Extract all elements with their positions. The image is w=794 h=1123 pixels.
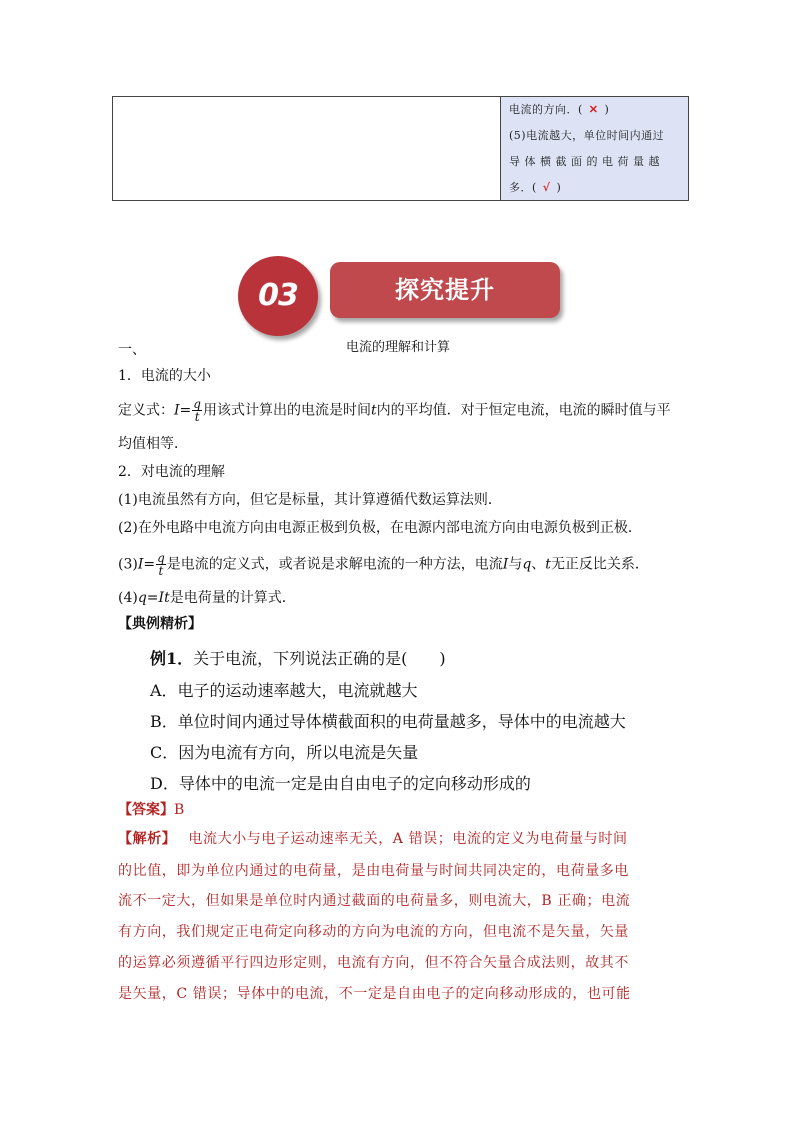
analysis-line-2: 的比值，即为单位内通过的电荷量，是由电荷量与时间共同决定的，电荷量多电 [118, 863, 629, 879]
section-heading-num: 一、 [118, 342, 146, 358]
table-line-1: 电流的方向．( ✕ ) [509, 103, 610, 116]
item-2-heading: 2．对电流的理解 [118, 464, 225, 480]
option-c: C．因为电流有方向，所以电流是矢量 [150, 743, 419, 762]
point-1: (1)电流虽然有方向，但它是标量，其计算遵循代数运算法则． [118, 492, 502, 508]
section-title: 探究提升 [395, 276, 495, 304]
point-2: (2)在外电路中电流方向由电源正极到负极，在电源内部电流方向由电源负极到正极． [118, 520, 642, 536]
section-number: 03 [258, 278, 298, 313]
analysis-line-3: 流不一定大，但如果是单位时内通过截面的电荷量多，则电流大，B 正确；电流 [118, 893, 631, 909]
section-heading-title: 电流的理解和计算 [346, 340, 451, 355]
table-line-4: 多．( √ ) [509, 181, 562, 194]
item-1-heading: 1．电流的大小 [118, 368, 211, 384]
definition-line-2: 均值相等． [118, 436, 188, 452]
analysis-line-5: 的运算必须遵循平行四边形定则，电流有方向，但不符合矢量合成法则，故其不 [118, 955, 629, 971]
fraction-q-over-t: $\frac{q}{t}$ [193, 397, 201, 424]
answer-table [112, 96, 689, 201]
point-3: (3)I= $\frac{q}{t}$ 是电流的定义式，或者说是求解电流的一种方法，电流I与q、t无正反比关系． [118, 551, 649, 578]
analysis-line-6: 是矢量，C 错误；导体中的电流，不一定是自由电子的定向移动形成的，也可能 [118, 986, 631, 1002]
example-heading: 【典例精析】 [118, 616, 202, 632]
fraction-q-over-t-2: $\frac{q}{t}$ [157, 551, 165, 578]
table-line-2: (5)电流越大，单位时间内通过 [509, 129, 665, 142]
analysis-line-1: 【解析】 电流大小与电子运动速率无关，A 错误；电流的定义为电荷量与时间 [118, 831, 628, 847]
option-a: A．电子的运动速率越大，电流就越大 [150, 681, 418, 700]
cross-mark-icon: ✕ [588, 103, 599, 116]
answer-line: 【答案】B [118, 802, 185, 818]
option-b: B．单位时间内通过导体横截面积的电荷量越多，导体中的电流越大 [150, 712, 626, 731]
point-4: (4)q=It是电荷量的计算式． [118, 590, 296, 606]
example-question: 例1．关于电流，下列说法正确的是( ) [150, 649, 446, 668]
definition-line: 定义式：I= $\frac{q}{t}$ 用该式计算出的电流是时间t内的平均值．对于恒定电流，电流的瞬时值与平 [118, 397, 671, 424]
table-right-cell [501, 97, 688, 200]
analysis-line-4: 有方向，我们规定正电荷定向移动的方向为电流的方向，但电流不是矢量，矢量 [118, 924, 629, 940]
table-line-3: 导 体 横 截 面 的 电 荷 量 越 [509, 155, 660, 168]
check-mark-icon: √ [542, 181, 551, 194]
option-d: D．导体中的电流一定是由自由电子的定向移动形成的 [150, 774, 531, 793]
table-left-cell [113, 97, 501, 200]
